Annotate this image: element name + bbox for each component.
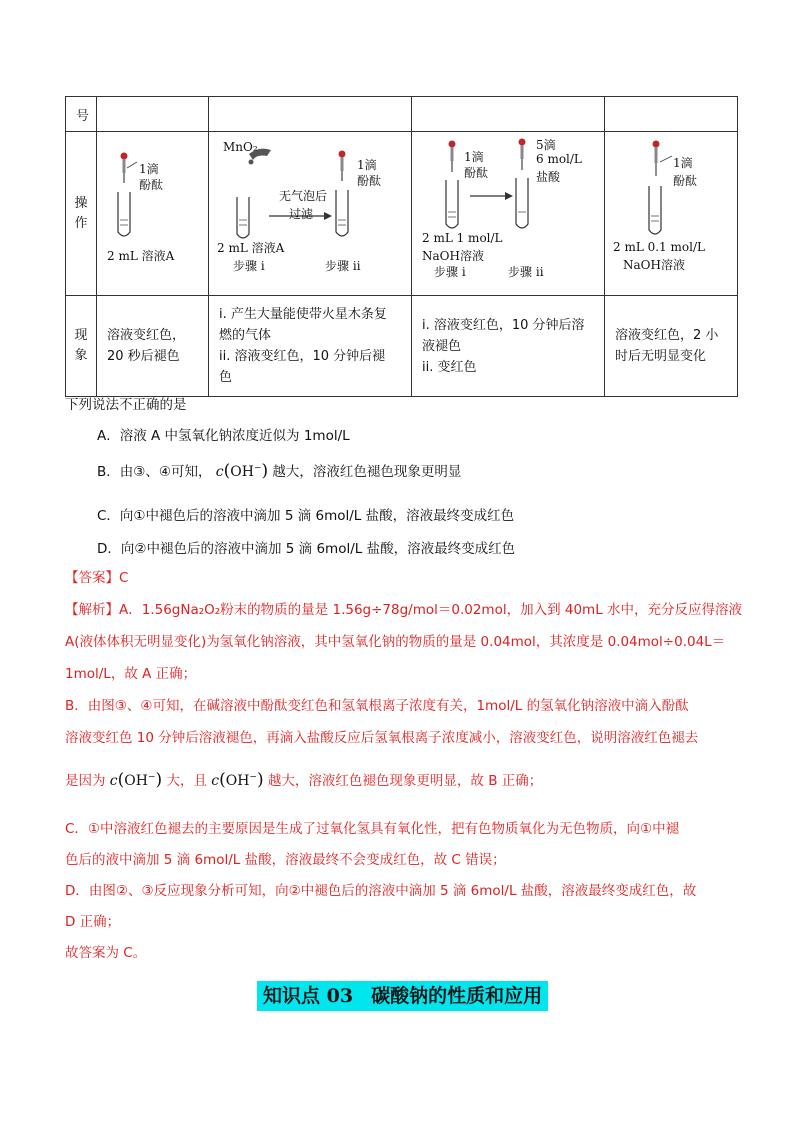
dropper-tube-diagram bbox=[97, 132, 209, 295]
analysis-line: 1mol/L，故 A 正确； bbox=[65, 666, 197, 682]
operation-label: 操 作 bbox=[66, 132, 97, 296]
option-b: B．由③、④可知， c(OH−) 越大，溶液红色褪色现象更明显 bbox=[97, 461, 462, 481]
option-c: C．向①中褪色后的溶液中滴加 5 滴 6mol/L 盐酸，溶液最终变成红色 bbox=[97, 508, 515, 524]
operation-3-cell: 1滴 酚酞 5滴 6 mol/L 盐酸 2 mL 1 mol/L NaOH溶液 步骤 ⅰ 步骤 ⅱ bbox=[412, 132, 605, 296]
header-cell bbox=[412, 97, 605, 132]
header-cell bbox=[209, 97, 412, 132]
header-number-cell: 号 bbox=[66, 97, 97, 132]
experiment-table bbox=[65, 96, 738, 397]
phenomenon-1-cell: 溶液变红色， 20 秒后褪色 bbox=[97, 296, 209, 397]
oh-concentration-formula: c(OH−) bbox=[109, 770, 163, 790]
phenomenon-row bbox=[66, 296, 738, 397]
analysis-line: D．由图②、③反应现象分析可知，向②中褪色后的溶液中滴加 5 滴 6mol/L 盐酸，溶液最终变成红色，故 bbox=[65, 883, 697, 899]
phenomenon-3-cell: i. 溶液变红色，10 分钟后溶 液褪色 ii. 变红色 bbox=[412, 296, 605, 397]
analysis-line: 色后的液中滴加 5 滴 6mol/L 盐酸，溶液最终不会变成红色，故 C 错误； bbox=[65, 852, 506, 868]
oh-concentration-formula: c(OH−) bbox=[215, 461, 269, 481]
operation-4-cell: 1滴 酚酞 2 mL 0.1 mol/L NaOH溶液 bbox=[605, 132, 738, 296]
phenomenon-2-cell: i. 产生大量能使带火星木条复 燃的气体 ii. 溶液变红色，10 分钟后褪 色 bbox=[209, 296, 412, 397]
phenomenon-label: 现 象 bbox=[66, 296, 97, 397]
analysis-line: C．①中溶液红色褪去的主要原因是生成了过氧化氢具有氧化性，把有色物质氧化为无色物质，向①中褪 bbox=[65, 821, 680, 837]
oh-concentration-formula: c(OH−) bbox=[211, 770, 264, 790]
answer-label: 【答案】C bbox=[65, 570, 129, 586]
section-title: 知识点 03 碳酸钠的性质和应用 bbox=[257, 981, 548, 1011]
option-a: A．溶液 A 中氢氧化钠浓度近似为 1mol/L bbox=[97, 428, 350, 444]
table-header-row bbox=[66, 97, 738, 132]
operation-row bbox=[66, 132, 738, 296]
analysis-line: D 正确； bbox=[65, 914, 121, 930]
option-d: D．向②中褪色后的溶液中滴加 5 滴 6mol/L 盐酸，溶液最终变成红色 bbox=[97, 541, 516, 557]
analysis-line: 是因为 c(OH−) 大，且 c(OH−) 越大，溶液红色褪色现象更明显，故 B 正确； bbox=[65, 770, 543, 790]
question-stem: 下列说法不正确的是 bbox=[65, 397, 187, 413]
analysis-line: 【解析】A．1.56gNa₂O₂粉末的物质的量是 1.56g÷78g/mol＝0.02mol，加入到 40mL 水中，充分反应得溶液 bbox=[65, 602, 743, 618]
analysis-line: 溶液变红色 10 分钟后溶液褪色，再滴入盐酸反应后氢氧根离子浓度减小，溶液变红色，说明溶液红色褪去 bbox=[65, 730, 699, 746]
header-cell bbox=[605, 97, 738, 132]
operation-1-cell: 1滴 酚酞 2 mL 溶液A bbox=[97, 132, 209, 296]
phenomenon-4-cell: 溶液变红色，2 小 时后无明显变化 bbox=[605, 296, 738, 397]
header-cell bbox=[97, 97, 209, 132]
analysis-line: B．由图③、④可知，在碱溶液中酚酞变红色和氢氧根离子浓度有关，1mol/L 的氢氧化钠溶液中滴入酚酞 bbox=[65, 698, 689, 714]
analysis-line: 故答案为 C。 bbox=[65, 945, 147, 961]
operation-2-cell: MnO₂ 无气泡后 过滤 1滴 酚酞 2 mL 溶液A 步骤 ⅰ 步骤 ⅱ bbox=[209, 132, 412, 296]
analysis-line: A(液体体积无明显变化)为氢氧化钠溶液，其中氢氧化钠的物质的量是 0.04mol，其浓度是 0.04mol÷0.04L＝ bbox=[65, 634, 726, 650]
